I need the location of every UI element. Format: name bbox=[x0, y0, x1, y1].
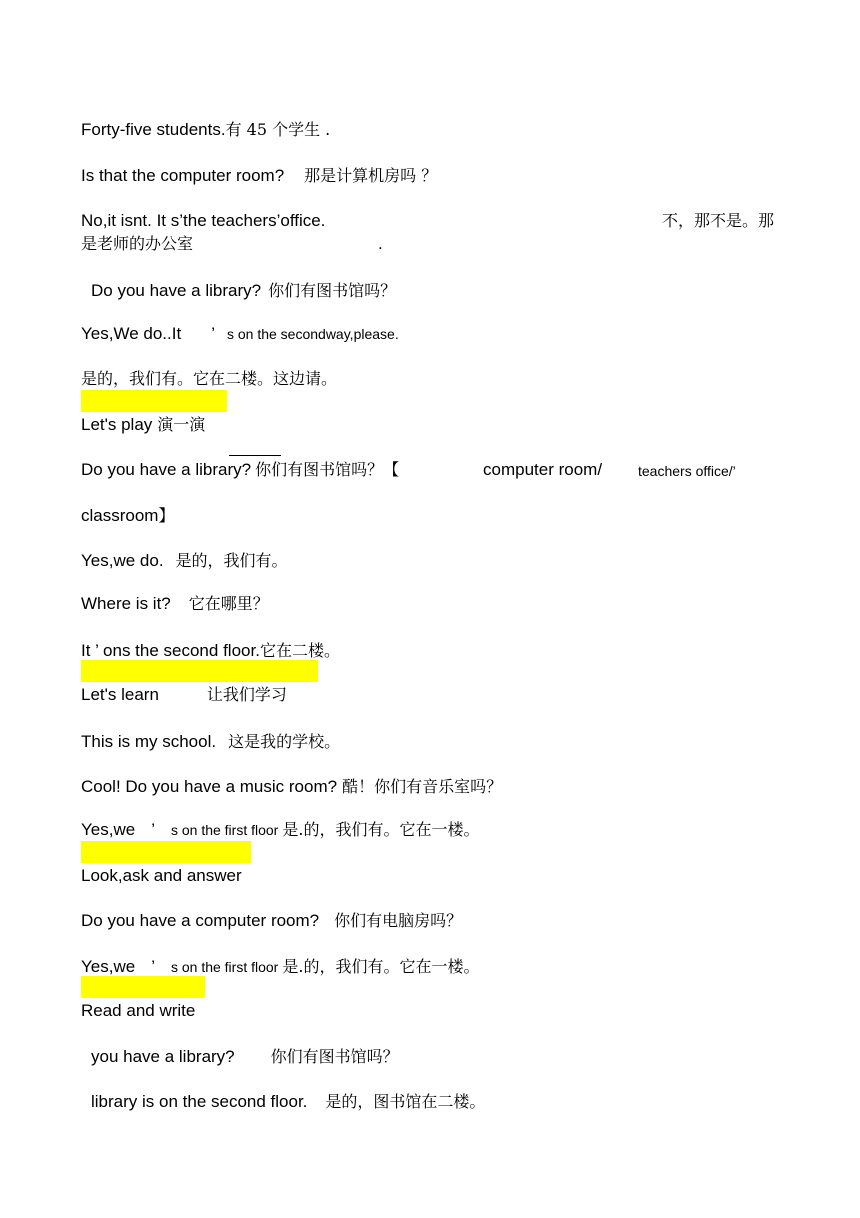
text-zh: 是的，图书馆在二楼。 bbox=[325, 1092, 486, 1111]
heading-lets-play bbox=[81, 414, 205, 436]
text-zh: 酷！你们有音乐室吗？ bbox=[342, 777, 503, 796]
line-teachers-office-zh-right: 不，那不是。那 bbox=[662, 211, 775, 230]
text-en: It ’ ons the second floor. bbox=[81, 641, 260, 660]
text-en: Let's play bbox=[81, 415, 153, 434]
text-en: This is my school. bbox=[81, 732, 217, 751]
line-you-have-a-library bbox=[91, 1046, 399, 1068]
highlight-lets-learn bbox=[81, 660, 318, 682]
line-computer-room-have bbox=[81, 910, 462, 932]
text-small: s on the secondway,please. bbox=[226, 326, 399, 342]
text-zh: 是.的，我们有。它在一楼。 bbox=[282, 820, 480, 839]
line-teachers-office bbox=[81, 210, 325, 232]
highlight-read-and-write bbox=[81, 976, 205, 998]
text-zh: 演一演 bbox=[157, 415, 206, 434]
line-second-floor bbox=[81, 640, 340, 662]
text-zh: 有 45 个学生 . bbox=[225, 120, 331, 139]
text-zh: 它在二楼。 bbox=[259, 641, 340, 660]
text-en: classroom bbox=[81, 506, 159, 525]
line-library-options bbox=[81, 459, 399, 481]
text-en: Do you have a library? bbox=[81, 460, 252, 479]
highlight-look-ask-answer bbox=[81, 841, 251, 863]
line-library-options-teachers-office: teachers office/’ bbox=[638, 463, 736, 479]
line-music-room-question bbox=[81, 776, 502, 798]
text-en: Do you have a computer room? bbox=[81, 911, 320, 930]
text-en: Do you have a library? bbox=[91, 281, 262, 300]
line-forty-five-students bbox=[81, 119, 330, 141]
line-classroom bbox=[81, 505, 174, 527]
heading-look-ask-answer: Look,ask and answer bbox=[81, 866, 242, 885]
text-en: Let's learn bbox=[81, 685, 159, 704]
text-zh: 是.的，我们有。它在一楼。 bbox=[282, 957, 480, 976]
line-where-is-it bbox=[81, 593, 269, 615]
line-second-floor-this-way-zh: 是的，我们有。它在二楼。这边请。 bbox=[81, 369, 338, 388]
line-yes-we-do bbox=[81, 550, 288, 572]
text-en: library is on the second floor. bbox=[91, 1092, 308, 1111]
line-library-question bbox=[91, 280, 396, 302]
underline-rule bbox=[229, 455, 281, 456]
apostrophe-mark: ’ bbox=[151, 957, 155, 976]
text-zh: 你们有图书馆吗？ bbox=[268, 281, 397, 300]
line-library-options-computer-room: computer room/ bbox=[483, 460, 603, 479]
line-this-is-my-school bbox=[81, 731, 340, 753]
line-yes-we-do-second-way bbox=[81, 323, 399, 345]
text-zh: 这是我的学校。 bbox=[228, 732, 341, 751]
line-first-floor-2 bbox=[81, 956, 479, 978]
line-teachers-office-zh: 是老师的办公室 bbox=[81, 234, 194, 253]
text-en: you have a library? bbox=[91, 1047, 235, 1066]
line-computer-room-question bbox=[81, 165, 437, 187]
apostrophe-mark: ’ bbox=[151, 820, 155, 839]
text-en: No,it isnt. It s’the teachers’office. bbox=[81, 211, 326, 230]
heading-read-and-write: Read and write bbox=[81, 1001, 196, 1020]
text-en: Yes,We do..It bbox=[81, 324, 182, 343]
line-first-floor-1 bbox=[81, 819, 479, 841]
text-en: Is that the computer room? bbox=[81, 166, 285, 185]
line-library-second-floor bbox=[91, 1091, 485, 1113]
text-en: Yes,we bbox=[81, 957, 136, 976]
text-zh: 它在哪里？ bbox=[188, 594, 269, 613]
text-zh: 是的，我们有。 bbox=[175, 551, 288, 570]
text-en: Where is it? bbox=[81, 594, 171, 613]
text-zh: 那是计算机房吗 ？ bbox=[304, 166, 438, 185]
text-zh: 你们有图书馆吗？【 bbox=[255, 460, 400, 479]
line-teachers-office-dot: . bbox=[378, 234, 383, 253]
bracket-close: 】 bbox=[158, 506, 175, 525]
text-en: Yes,we do. bbox=[81, 551, 164, 570]
highlight-lets-play bbox=[81, 390, 227, 412]
text-en: Cool! Do you have a music room? bbox=[81, 777, 338, 796]
text-zh: 你们有电脑房吗？ bbox=[334, 911, 463, 930]
text-zh: 让我们学习 bbox=[206, 685, 287, 704]
text-zh: 你们有图书馆吗？ bbox=[270, 1047, 399, 1066]
text-en: Yes,we bbox=[81, 820, 136, 839]
apostrophe-mark: ’ bbox=[211, 324, 215, 343]
text-small: s on the first floor bbox=[170, 822, 279, 838]
text-en: Forty-five students. bbox=[81, 120, 226, 139]
heading-lets-learn bbox=[81, 684, 287, 706]
text-small: s on the first floor bbox=[170, 959, 279, 975]
